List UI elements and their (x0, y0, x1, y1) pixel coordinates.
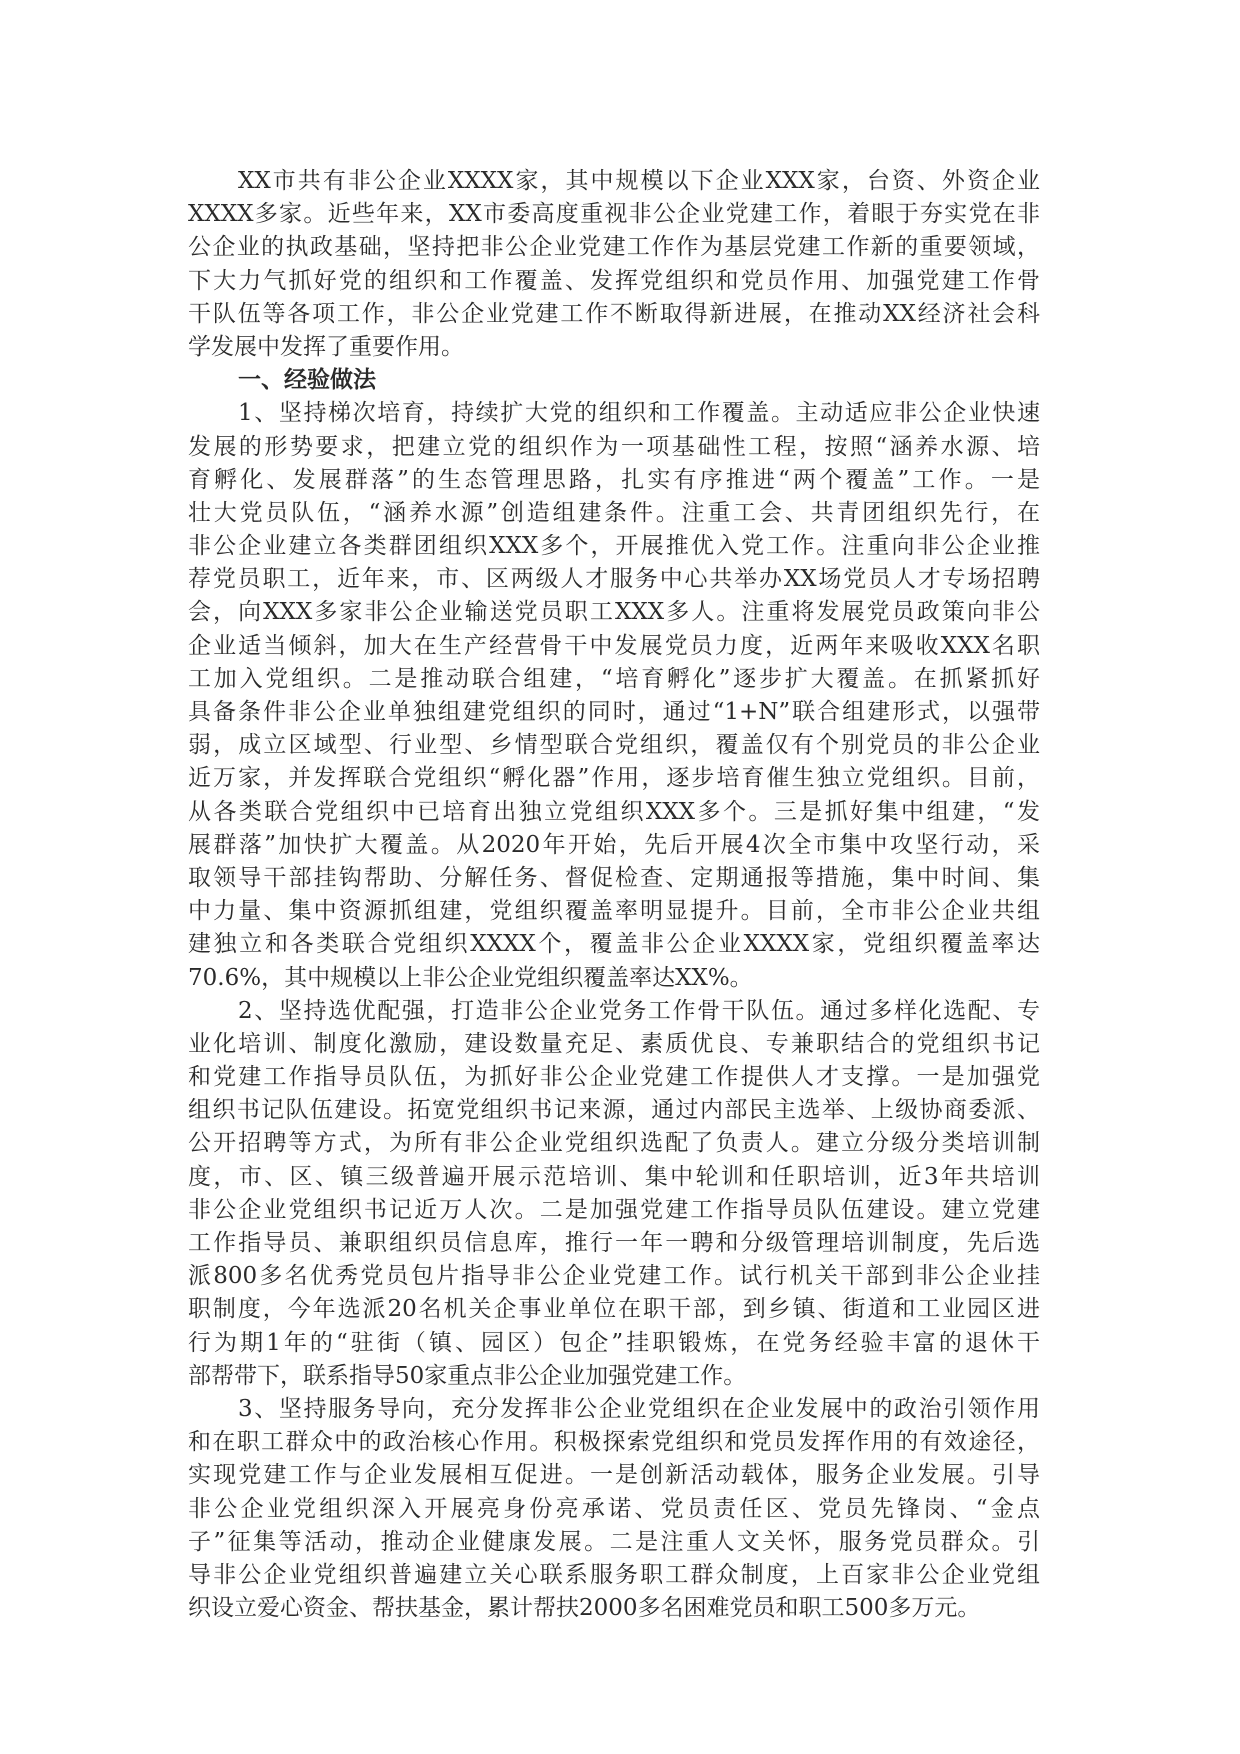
text-line: 干队伍等各项工作，非公企业党建工作不断取得新进展，在推动XX经济社会科 (188, 300, 1040, 327)
paragraph (188, 995, 1040, 1393)
text-line: 部帮带下，联系指导50家重点非公企业加强党建工作。 (188, 1362, 747, 1389)
text-line: 非公企业党组织深入开展亮身份亮承诺、党员责任区、党员先锋岗、“金点 (188, 1495, 1040, 1522)
text-line: 1、坚持梯次培育，持续扩大党的组织和工作覆盖。主动适应非公企业快速 (238, 400, 1040, 427)
text-line: XX市共有非公企业XXXX家，其中规模以下企业XXX家，台资、外资企业 (238, 168, 1040, 194)
text-line: 工加入党组织。二是推动联合组建，“培育孵化”逐步扩大覆盖。在抓紧抓好 (188, 665, 1040, 692)
text-line: 展群落”加快扩大覆盖。从2020年开始，先后开展4次全市集中攻坚行动，采 (188, 831, 1040, 858)
text-line: 学发展中发挥了重要作用。 (188, 333, 464, 360)
paragraph (188, 165, 1040, 364)
text-line: 一、经验做法 (238, 367, 376, 394)
text-line: 度，市、区、镇三级普遍开展示范培训、集中轮训和任职培训，近3年共培训 (188, 1163, 1040, 1190)
text-line: 壮大党员队伍，“涵养水源”创造组建条件。注重工会、共青团组织先行，在 (188, 499, 1040, 526)
text-line: 组织书记队伍建设。拓宽党组织书记来源，通过内部民主选举、上级协商委派、 (188, 1097, 1040, 1124)
text-line: 近万家，并发挥联合党组织“孵化器”作用，逐步培育催生独立党组织。目前， (188, 765, 1040, 792)
text-line: 弱，成立区域型、行业型、乡情型联合党组织，覆盖仅有个别党员的非公企业 (188, 732, 1040, 759)
paragraph (188, 397, 1040, 994)
text-line: 会，向XXX多家非公企业输送党员职工XXX多人。注重将发展党员政策向非公 (188, 599, 1040, 626)
text-line: 从各类联合党组织中已培育出独立党组织XXX多个。三是抓好集中组建，“发 (188, 798, 1040, 825)
text-line: 行为期1年的“驻街（镇、园区）包企”挂职锻炼，在党务经验丰富的退休干 (188, 1329, 1040, 1356)
text-line: 取领导干部挂钩帮助、分解任务、督促检查、定期通报等措施，集中时间、集 (188, 864, 1040, 891)
text-line: 荐党员职工，近年来，市、区两级人才服务中心共举办XX场党员人才专场招聘 (188, 566, 1040, 593)
text-line: 实现党建工作与企业发展相互促进。一是创新活动载体，服务企业发展。引导 (188, 1462, 1040, 1489)
text-line: 3、坚持服务导向，充分发挥非公企业党组织在企业发展中的政治引领作用 (238, 1395, 1040, 1422)
text-line: 2、坚持选优配强，打造非公企业党务工作骨干队伍。通过多样化选配、专 (238, 997, 1040, 1024)
text-line: 中力量、集中资源抓组建，党组织覆盖率明显提升。目前，全市非公企业共组 (188, 898, 1040, 925)
text-line: 非公企业建立各类群团组织XXX多个，开展推优入党工作。注重向非公企业推 (188, 533, 1040, 560)
text-line: 具备条件非公企业单独组建党组织的同时，通过“1+N”联合组建形式，以强带 (188, 699, 1040, 725)
text-line: 工作指导员、兼职组织员信息库，推行一年一聘和分级管理培训制度，先后选 (188, 1230, 1040, 1256)
text-line: 建独立和各类联合党组织XXXX个，覆盖非公企业XXXX家，党组织覆盖率达 (188, 931, 1040, 958)
text-line: 公开招聘等方式，为所有非公企业党组织选配了负责人。建立分级分类培训制 (188, 1130, 1040, 1157)
section-heading (188, 364, 1040, 397)
text-line: 下大力气抓好党的组织和工作覆盖、发挥党组织和党员作用、加强党建工作骨 (188, 267, 1040, 294)
text-line: 企业适当倾斜，加大在生产经营骨干中发展党员力度，近两年来吸收XXX名职 (188, 632, 1040, 659)
text-line: 派800多名优秀党员包片指导非公企业党建工作。试行机关干部到非公企业挂 (188, 1263, 1040, 1290)
text-line: 导非公企业党组织普遍建立关心联系服务职工群众制度，上百家非公企业党组 (188, 1561, 1040, 1588)
text-line: 和党建工作指导员队伍，为抓好非公企业党建工作提供人才支撑。一是加强党 (188, 1064, 1040, 1091)
text-line: 织设立爱心资金、帮扶基金，累计帮扶2000多名困难党员和职工500多万元。 (188, 1595, 981, 1622)
text-line: 70.6%，其中规模以上非公企业党组织覆盖率达XX%。 (188, 964, 753, 991)
document-page (188, 165, 1040, 1625)
text-line: 公企业的执政基础，坚持把非公企业党建工作作为基层党建工作新的重要领域， (188, 234, 1040, 261)
text-line: XXXX多家。近些年来，XX市委高度重视非公企业党建工作，着眼于夯实党在非 (188, 201, 1040, 228)
text-line: 和在职工群众中的政治核心作用。积极探索党组织和党员发挥作用的有效途径， (188, 1429, 1040, 1456)
text-line: 非公企业党组织书记近万人次。二是加强党建工作指导员队伍建设。建立党建 (188, 1196, 1040, 1223)
text-line: 职制度，今年选派20名机关企事业单位在职干部，到乡镇、街道和工业园区进 (188, 1296, 1040, 1323)
paragraph (188, 1393, 1040, 1625)
text-line: 发展的形势要求，把建立党的组织作为一项基础性工程，按照“涵养水源、培 (188, 433, 1040, 460)
text-line: 育孵化、发展群落”的生态管理思路，扎实有序推进“两个覆盖”工作。一是 (188, 466, 1040, 493)
text-line: 业化培训、制度化激励，建设数量充足、素质优良、专兼职结合的党组织书记 (188, 1030, 1040, 1057)
text-line: 子”征集等活动，推动企业健康发展。二是注重人文关怀，服务党员群众。引 (188, 1528, 1040, 1555)
